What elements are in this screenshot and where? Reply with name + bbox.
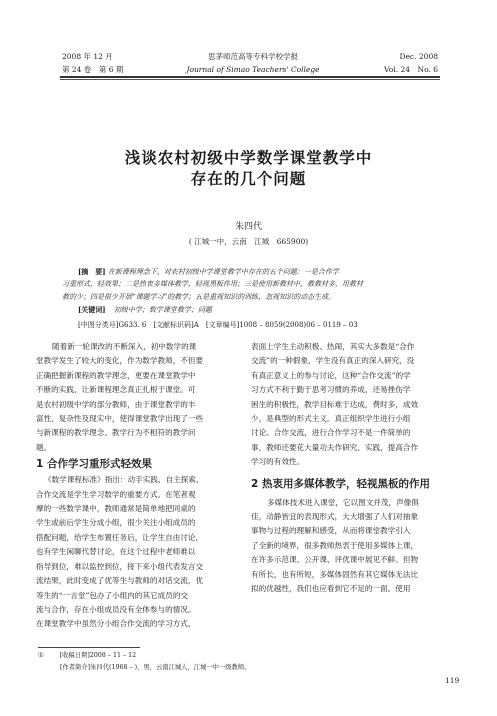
left-column	[36, 340, 239, 632]
paragraph-line: 题。	[36, 442, 52, 452]
paragraph-line: 有真正意义上的参与讨论，这种“合作交流”的学	[251, 370, 411, 380]
journal-name-en: Journal of Simao Teachers' College	[186, 65, 320, 74]
paragraph-line: 不断的实践，让新课程理念真正扎根于课堂。可	[36, 385, 196, 395]
header-volume-cn: 第 24 卷 第 6 期	[62, 65, 124, 74]
header-date-en: Dec. 2008	[399, 52, 438, 61]
section-heading-1: 1 合作学习重形式轻效果	[36, 458, 152, 471]
author-affiliation: ( 江城一中，云南 江城 665900)	[188, 237, 309, 246]
paragraph-line: 随着新一轮课改的不断深入，初中数学的课	[52, 342, 197, 351]
paragraph-line: 事，教师还要花大量功夫作研究、实践，提高合作	[251, 442, 419, 452]
paragraph-line: 正确把握新课程的教学理念，更要在课堂教学中	[36, 370, 196, 380]
paragraph-line: 交流”的一种假象，学生没有真正的深入研究，没	[251, 356, 415, 366]
paragraph-line: 富性、复杂性及现实中，使得课堂教学出现了一些	[36, 414, 204, 424]
section-heading-2: 2 热衷用多媒体教学，轻视黑板的作用	[251, 477, 430, 490]
paragraph-line: 有所长，也有所短，多媒体固然有其它媒体无法比	[251, 569, 419, 579]
paragraph-line: 摩的一些数学课中，教师通常是简单地把同桌的	[36, 504, 196, 514]
footnote-rule	[38, 647, 140, 648]
author-name: 朱四代	[234, 222, 262, 232]
paragraph-line: 流与合作，存在小组成员没有全体参与的情况。	[36, 604, 196, 614]
header-date: 2008 年 12 月	[62, 52, 113, 61]
paragraph-line: 在许多示范课、公开课、评优课中展见不鲜。但物	[251, 555, 419, 565]
right-column	[251, 340, 456, 597]
paragraph-line: 少，是典型的形式主义。真正组织学生进行小组	[251, 414, 411, 424]
paragraph-line: 学习的有效性。	[251, 457, 305, 467]
abstract-label: [摘 要]	[78, 267, 106, 276]
journal-name-cn: 思茅师范高等专科学校学报	[208, 52, 298, 61]
paragraph-line: 学生或前后学生分成小组，很少关注小组成员的	[36, 518, 196, 528]
paragraph-line: 讨论、合作交流，进行合作学习不是一件简单的	[251, 428, 411, 438]
paragraph-line: 堂教学发生了较大的变化，作为数学教师，不但要	[36, 356, 204, 366]
keywords	[78, 304, 438, 316]
paragraph-line: 与新课程的教学理念、教学行为不相符的教学问	[36, 428, 196, 438]
article-title-line2: 存在的几个问题	[190, 170, 307, 188]
header-rule-thin	[60, 79, 440, 80]
header-rule-thick	[60, 76, 440, 78]
paragraph-line: 指导到位，难以监控到位，接下来小组代表发言交	[36, 561, 204, 571]
article-title-line1: 浅谈农村初级中学数学课堂教学中	[124, 149, 373, 167]
footnote-received-text: [收稿日期]2008 – 11 – 12	[59, 652, 137, 659]
footnote-author-bio: [作者简介]朱四代(1968 – )，男，云南江城人，江城一中一级教师。	[60, 664, 251, 671]
classification-line: [中图分类号]G633. 6 [文献标识码]A [文章编号]1008 – 8059(2008)06 – 0119 – 03	[78, 321, 358, 329]
keywords-label: [关键词]	[78, 305, 106, 314]
abstract-line: 教的少；四是很少开展“课题学习”的教学；五是重视知识的训练，忽视知识的动态生成。	[62, 292, 336, 301]
keywords-text: 初级中学；数学课堂教学；问题	[113, 306, 212, 314]
abstract-line: 在新课程理念下，对农村初级中学课堂教学中存在的五个问题：一是合作学	[107, 268, 339, 276]
paragraph-line: 流结果，此时变成了优等生与教师的对话交流，优	[36, 576, 204, 586]
paragraph-line: 多媒体技术进入课堂，它以图文并茂，声像俱	[267, 497, 419, 507]
paragraph-line: 困生的积极性，教学目标难于达成，费时多，成效	[251, 399, 419, 409]
abstract	[62, 266, 440, 303]
paragraph-line: 等生的“一言堂”包办了小组内的其它成员的交	[36, 590, 189, 600]
paragraph-line: 也有学生闲聊代替讨论，在这个过程中老师难以	[36, 547, 196, 557]
footnote-marker: ①	[38, 652, 44, 659]
paragraph-line: 习方式不利于勤于思考习惯的养成，还易挫伤学	[251, 385, 411, 395]
paragraph-line: 表面上学生主动积极、热闹，其实大多数是“合作	[251, 342, 415, 351]
paragraph-line: 在课堂教学中虽然分小组合作交流的学习方式，	[36, 619, 196, 629]
page-number: 119	[445, 676, 460, 685]
paragraph-line: 了全新的境界，很多教师热衷于使用多媒体上课，	[251, 540, 419, 550]
paragraph-line: 拟的优越性，我们也应看到它不足的一面。使用	[251, 584, 411, 594]
paragraph-line: 是农村初级中学的部分教师，由于课堂教学的丰	[36, 399, 196, 409]
paragraph-line: 搭配问题，给学生布置任务后，让学生自由讨论，	[36, 532, 204, 542]
header-volume-en: Vol. 24 No. 6	[384, 65, 438, 74]
footnote-received	[38, 651, 136, 661]
paragraph-line: 事物与过程的理解和感受，从而将课堂教学引入	[251, 526, 411, 536]
paragraph-line: 合作交流是学生学习数学的重要方式。在笔者观	[36, 489, 196, 499]
paragraph-line: 佳，动静皆宜的表现形式，大大增强了人们对抽象	[251, 512, 419, 522]
paragraph-line: 《数学课程标准》指出：动手实践、自主探索、	[44, 475, 204, 485]
abstract-line: 习重形式，轻效果；二是热衷多媒体教学，轻视黑板作用；三是使用新教材中，教教材多，用教材	[62, 280, 363, 289]
